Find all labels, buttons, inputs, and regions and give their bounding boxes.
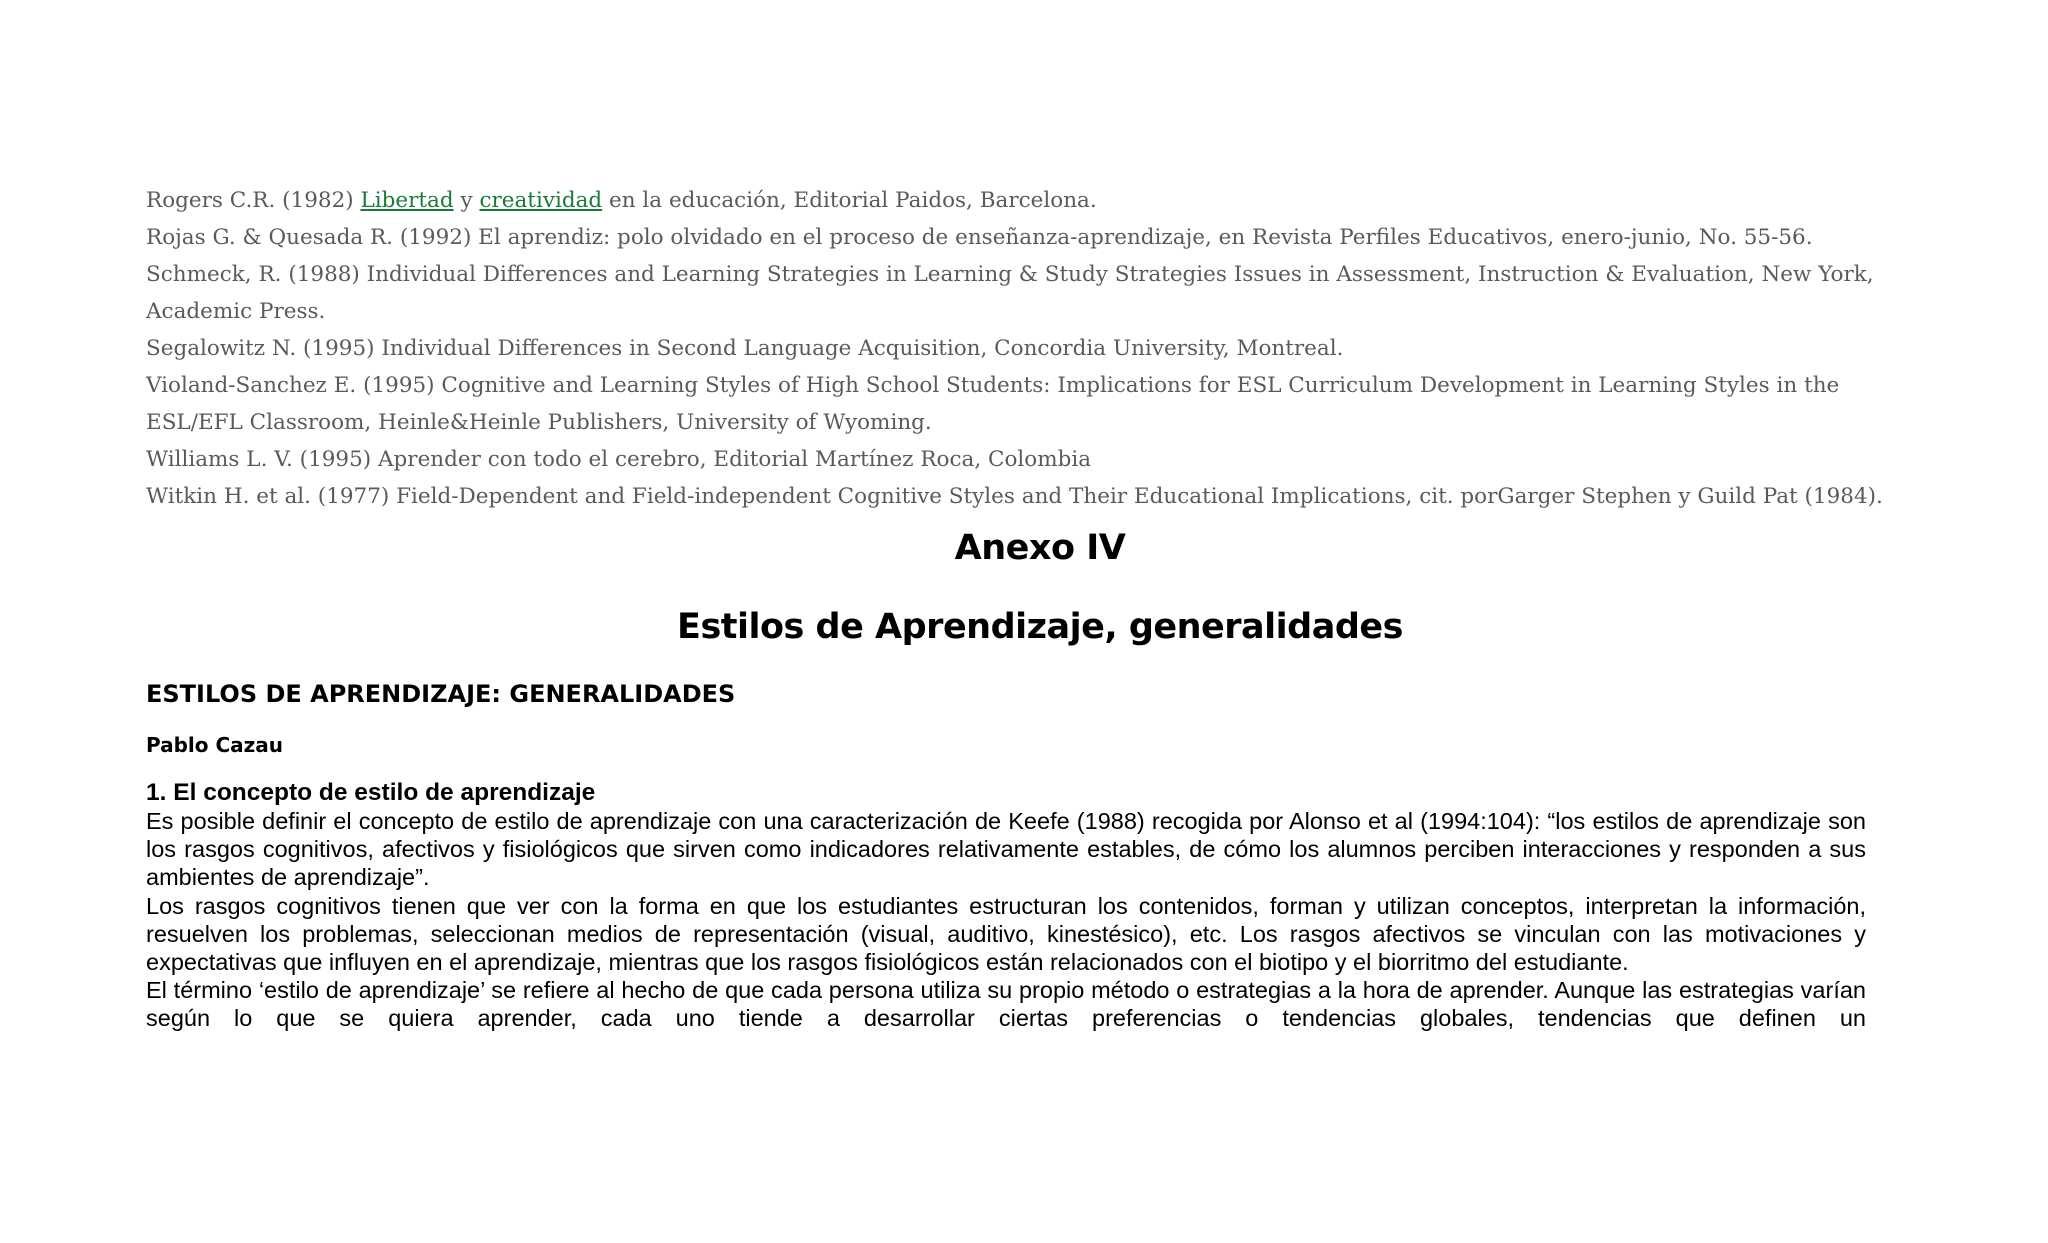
reference-item: Schmeck, R. (1988) Individual Differences and Learning Strategies in Learning & Study Strategies Issues in Assessment, Instruction & Evaluation, New York, Academic Press.	[146, 262, 1874, 324]
body-paragraph: Los rasgos cognitivos tienen que ver con la forma en que los estudiantes estructuran los contenidos, forman y utilizan conceptos, interpretan la información, resuelven los problemas, seleccionan medios de representación (visual, auditivo, kinestésico), etc. Los rasgos afectivos se vinculan con las motivaciones y expectativas que influyen en el aprendizaje, mientras que los rasgos fisiológicos están relacionados con el biotipo y el biorritmo del estudiante.	[146, 892, 1866, 976]
reference-item: Rojas G. & Quesada R. (1992) El aprendiz: polo olvidado en el proceso de enseñanza-aprendizaje, en Revista Perfiles Educativos, enero-junio, No. 55-56.	[146, 225, 1813, 250]
article-author: Pablo Cazau	[146, 733, 284, 757]
reference-list	[146, 182, 1926, 515]
creatividad-link[interactable]: creatividad	[479, 188, 603, 213]
reference-item: Segalowitz N. (1995) Individual Differences in Second Language Acquisition, Concordia University, Montreal.	[146, 336, 1344, 361]
body-paragraph: El término ‘estilo de aprendizaje’ se refiere al hecho de que cada persona utiliza su propio método o estrategias a la hora de aprender. Aunque las estrategias varían según lo que se quiera aprender, cada uno tiende a desarrollar ciertas preferencias o tendencias globales, tendencias que definen un	[146, 977, 1866, 1032]
reference-item: Williams L. V. (1995) Aprender con todo el cerebro, Editorial Martínez Roca, Colombia	[146, 447, 1092, 472]
section-title: 1. El concepto de estilo de aprendizaje	[146, 779, 596, 806]
reference-item: Witkin H. et al. (1977) Field-Dependent and Field-independent Cognitive Styles and Their Educational Implications, cit. porGarger Stephen y Guild Pat (1984).	[146, 484, 1883, 509]
annex-subtitle: Estilos de Aprendizaje, generalidades	[677, 607, 1403, 647]
article-body	[146, 779, 1866, 1033]
annex-title: Anexo IV	[954, 528, 1126, 568]
body-paragraph: Es posible definir el concepto de estilo de aprendizaje con una caracterización de Keefe (1988) recogida por Alonso et al (1994:104): “los estilos de aprendizaje son los rasgos cognitivos, afectivos y fisiológicos que sirven como indicadores relativamente estables, de cómo los alumnos perciben interacciones y responden a sus ambientes de aprendizaje”.	[146, 808, 1866, 891]
article-heading: ESTILOS DE APRENDIZAJE: GENERALIDADES	[146, 680, 736, 708]
reference-item: Rogers C.R. (1982) Libertad y creatividad en la educación, Editorial Paidos, Barcelona.	[146, 188, 1097, 213]
reference-item: Violand-Sanchez E. (1995) Cognitive and Learning Styles of High School Students: Implications for ESL Curriculum Development in Learning Styles in the ESL/EFL Classroom, Heinle&Heinle Publishers, University of Wyoming.	[146, 373, 1840, 435]
libertad-link[interactable]: Libertad	[360, 188, 454, 213]
